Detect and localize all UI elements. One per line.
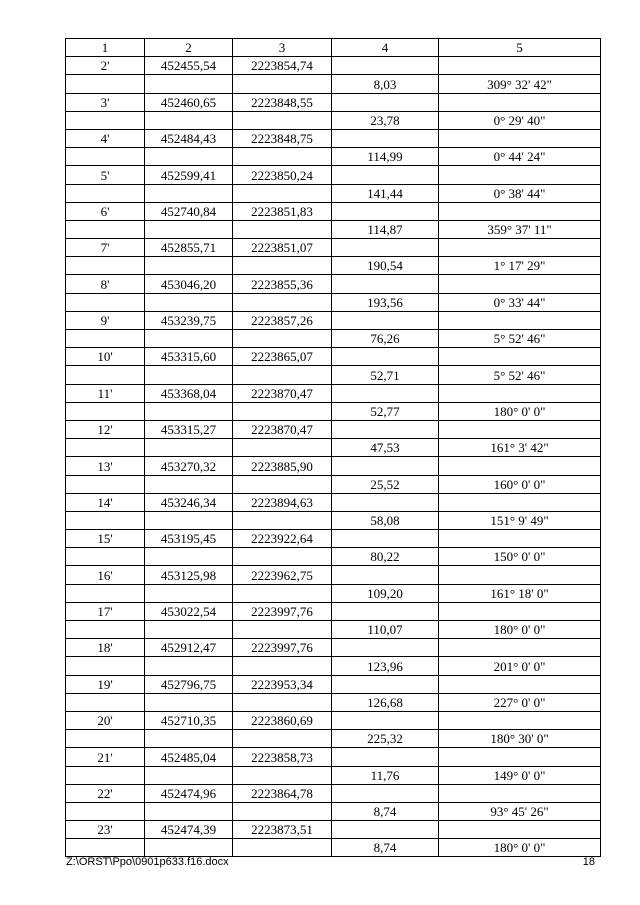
point-cell <box>66 75 145 93</box>
angle-cell: 201° 0' 0" <box>439 657 601 675</box>
length-cell: 47,53 <box>332 439 439 457</box>
angle-cell <box>439 420 601 438</box>
y-coord-cell <box>233 366 332 384</box>
x-coord-cell <box>145 366 233 384</box>
y-coord-cell <box>233 402 332 420</box>
y-coord-cell: 2223997,76 <box>233 639 332 657</box>
point-cell: 14' <box>66 493 145 511</box>
point-cell <box>66 657 145 675</box>
length-cell: 80,22 <box>332 548 439 566</box>
angle-cell: 5° 52' 46" <box>439 366 601 384</box>
length-cell <box>332 384 439 402</box>
table-row <box>66 166 601 184</box>
point-cell <box>66 257 145 275</box>
angle-cell: 180° 0' 0" <box>439 402 601 420</box>
x-coord-cell <box>145 839 233 857</box>
table-row <box>66 493 601 511</box>
point-cell <box>66 220 145 238</box>
angle-cell <box>439 784 601 802</box>
angle-cell <box>439 675 601 693</box>
header-cell-4: 4 <box>332 39 439 57</box>
point-cell: 18' <box>66 639 145 657</box>
y-coord-cell <box>233 766 332 784</box>
table-row <box>66 748 601 766</box>
angle-cell: 0° 38' 44" <box>439 184 601 202</box>
x-coord-cell: 452455,54 <box>145 57 233 75</box>
point-cell <box>66 621 145 639</box>
point-cell <box>66 802 145 820</box>
x-coord-cell <box>145 220 233 238</box>
table-row <box>66 784 601 802</box>
length-cell <box>332 348 439 366</box>
footer-file-path: Z:\ORST\Ppo\0901p633.f16.docx <box>66 856 229 868</box>
table-row <box>66 766 601 784</box>
x-coord-cell <box>145 511 233 529</box>
length-cell <box>332 784 439 802</box>
angle-cell <box>439 639 601 657</box>
point-cell: 9' <box>66 311 145 329</box>
table-row <box>66 129 601 147</box>
x-coord-cell: 453315,27 <box>145 420 233 438</box>
length-cell: 52,77 <box>332 402 439 420</box>
length-cell <box>332 639 439 657</box>
length-cell <box>332 675 439 693</box>
y-coord-cell: 2223873,51 <box>233 821 332 839</box>
y-coord-cell: 2223953,34 <box>233 675 332 693</box>
x-coord-cell <box>145 111 233 129</box>
table-row <box>66 566 601 584</box>
point-cell: 17' <box>66 602 145 620</box>
table-row <box>66 275 601 293</box>
y-coord-cell <box>233 693 332 711</box>
angle-cell: 227° 0' 0" <box>439 693 601 711</box>
table-row <box>66 93 601 111</box>
header-cell-5: 5 <box>439 39 601 57</box>
angle-cell <box>439 57 601 75</box>
table-row <box>66 530 601 548</box>
header-cell-3: 3 <box>233 39 332 57</box>
y-coord-cell <box>233 584 332 602</box>
angle-cell <box>439 202 601 220</box>
length-cell <box>332 457 439 475</box>
point-cell: 15' <box>66 530 145 548</box>
y-coord-cell: 2223870,47 <box>233 384 332 402</box>
point-cell: 23' <box>66 821 145 839</box>
length-cell: 52,71 <box>332 366 439 384</box>
y-coord-cell <box>233 148 332 166</box>
x-coord-cell <box>145 730 233 748</box>
x-coord-cell <box>145 184 233 202</box>
y-coord-cell: 2223857,26 <box>233 311 332 329</box>
point-cell <box>66 475 145 493</box>
length-cell: 8,74 <box>332 802 439 820</box>
angle-cell: 161° 18' 0" <box>439 584 601 602</box>
angle-cell <box>439 711 601 729</box>
y-coord-cell: 2223922,64 <box>233 530 332 548</box>
angle-cell: 180° 30' 0" <box>439 730 601 748</box>
length-cell <box>332 748 439 766</box>
x-coord-cell: 452474,96 <box>145 784 233 802</box>
y-coord-cell: 2223870,47 <box>233 420 332 438</box>
length-cell <box>332 602 439 620</box>
length-cell: 110,07 <box>332 621 439 639</box>
x-coord-cell: 453046,20 <box>145 275 233 293</box>
table-row <box>66 839 601 857</box>
table-body <box>66 39 601 857</box>
angle-cell <box>439 239 601 257</box>
x-coord-cell: 452740,84 <box>145 202 233 220</box>
table-row <box>66 802 601 820</box>
angle-cell: 151° 9' 49" <box>439 511 601 529</box>
angle-cell: 309° 32' 42" <box>439 75 601 93</box>
table-row <box>66 475 601 493</box>
length-cell <box>332 239 439 257</box>
y-coord-cell: 2223860,69 <box>233 711 332 729</box>
y-coord-cell <box>233 439 332 457</box>
y-coord-cell <box>233 839 332 857</box>
point-cell <box>66 839 145 857</box>
length-cell: 114,99 <box>332 148 439 166</box>
y-coord-cell <box>233 621 332 639</box>
point-cell <box>66 548 145 566</box>
y-coord-cell: 2223848,75 <box>233 129 332 147</box>
table-row <box>66 184 601 202</box>
length-cell <box>332 166 439 184</box>
y-coord-cell: 2223850,24 <box>233 166 332 184</box>
length-cell: 126,68 <box>332 693 439 711</box>
point-cell: 8' <box>66 275 145 293</box>
length-cell <box>332 420 439 438</box>
point-cell <box>66 402 145 420</box>
length-cell: 114,87 <box>332 220 439 238</box>
angle-cell: 5° 52' 46" <box>439 330 601 348</box>
point-cell <box>66 584 145 602</box>
table-row <box>66 293 601 311</box>
x-coord-cell: 453270,32 <box>145 457 233 475</box>
table-row <box>66 730 601 748</box>
table-row <box>66 639 601 657</box>
length-cell <box>332 275 439 293</box>
x-coord-cell <box>145 293 233 311</box>
table-row <box>66 75 601 93</box>
y-coord-cell <box>233 548 332 566</box>
x-coord-cell <box>145 475 233 493</box>
x-coord-cell: 452485,04 <box>145 748 233 766</box>
angle-cell <box>439 821 601 839</box>
angle-cell <box>439 384 601 402</box>
x-coord-cell <box>145 802 233 820</box>
length-cell: 11,76 <box>332 766 439 784</box>
table-row <box>66 239 601 257</box>
point-cell: 2' <box>66 57 145 75</box>
angle-cell: 149° 0' 0" <box>439 766 601 784</box>
table-row <box>66 311 601 329</box>
table-row <box>66 384 601 402</box>
angle-cell: 180° 0' 0" <box>439 839 601 857</box>
point-cell: 19' <box>66 675 145 693</box>
point-cell: 12' <box>66 420 145 438</box>
x-coord-cell <box>145 657 233 675</box>
angle-cell <box>439 493 601 511</box>
point-cell <box>66 111 145 129</box>
x-coord-cell: 452484,43 <box>145 129 233 147</box>
y-coord-cell <box>233 730 332 748</box>
x-coord-cell <box>145 257 233 275</box>
length-cell: 8,03 <box>332 75 439 93</box>
y-coord-cell <box>233 657 332 675</box>
angle-cell <box>439 311 601 329</box>
y-coord-cell: 2223851,83 <box>233 202 332 220</box>
length-cell <box>332 311 439 329</box>
length-cell: 225,32 <box>332 730 439 748</box>
y-coord-cell: 2223885,90 <box>233 457 332 475</box>
x-coord-cell <box>145 402 233 420</box>
point-cell <box>66 366 145 384</box>
x-coord-cell: 452796,75 <box>145 675 233 693</box>
point-cell <box>66 293 145 311</box>
length-cell <box>332 821 439 839</box>
table-row <box>66 548 601 566</box>
angle-cell <box>439 566 601 584</box>
angle-cell <box>439 748 601 766</box>
point-cell: 13' <box>66 457 145 475</box>
footer-page-number: 18 <box>582 856 595 868</box>
angle-cell <box>439 275 601 293</box>
table-row <box>66 675 601 693</box>
y-coord-cell: 2223855,36 <box>233 275 332 293</box>
length-cell: 25,52 <box>332 475 439 493</box>
header-cell-1: 1 <box>66 39 145 57</box>
length-cell <box>332 57 439 75</box>
table-row <box>66 348 601 366</box>
y-coord-cell: 2223858,73 <box>233 748 332 766</box>
table-row <box>66 711 601 729</box>
y-coord-cell <box>233 293 332 311</box>
y-coord-cell: 2223894,63 <box>233 493 332 511</box>
point-cell: 7' <box>66 239 145 257</box>
x-coord-cell: 452912,47 <box>145 639 233 657</box>
angle-cell: 0° 44' 24" <box>439 148 601 166</box>
length-cell <box>332 202 439 220</box>
x-coord-cell <box>145 693 233 711</box>
y-coord-cell: 2223962,75 <box>233 566 332 584</box>
table-row <box>66 693 601 711</box>
table-row <box>66 57 601 75</box>
length-cell <box>332 493 439 511</box>
table-row <box>66 602 601 620</box>
angle-cell: 150° 0' 0" <box>439 548 601 566</box>
angle-cell: 359° 37' 11" <box>439 220 601 238</box>
table-row <box>66 511 601 529</box>
x-coord-cell <box>145 548 233 566</box>
table-row <box>66 402 601 420</box>
point-cell: 21' <box>66 748 145 766</box>
point-cell <box>66 766 145 784</box>
table-row <box>66 366 601 384</box>
angle-cell <box>439 457 601 475</box>
point-cell: 22' <box>66 784 145 802</box>
angle-cell <box>439 129 601 147</box>
length-cell: 123,96 <box>332 657 439 675</box>
table-row <box>66 457 601 475</box>
table-row <box>66 439 601 457</box>
length-cell <box>332 566 439 584</box>
angle-cell: 180° 0' 0" <box>439 621 601 639</box>
length-cell <box>332 129 439 147</box>
length-cell: 109,20 <box>332 584 439 602</box>
x-coord-cell <box>145 621 233 639</box>
table-row <box>66 148 601 166</box>
angle-cell <box>439 348 601 366</box>
table-row <box>66 220 601 238</box>
point-cell: 4' <box>66 129 145 147</box>
x-coord-cell <box>145 75 233 93</box>
point-cell <box>66 330 145 348</box>
length-cell: 190,54 <box>332 257 439 275</box>
x-coord-cell: 452599,41 <box>145 166 233 184</box>
x-coord-cell: 453246,34 <box>145 493 233 511</box>
point-cell: 10' <box>66 348 145 366</box>
length-cell: 58,08 <box>332 511 439 529</box>
y-coord-cell <box>233 475 332 493</box>
y-coord-cell <box>233 802 332 820</box>
x-coord-cell: 452474,39 <box>145 821 233 839</box>
length-cell: 8,74 <box>332 839 439 857</box>
angle-cell: 161° 3' 42" <box>439 439 601 457</box>
x-coord-cell: 452855,71 <box>145 239 233 257</box>
y-coord-cell <box>233 220 332 238</box>
x-coord-cell <box>145 766 233 784</box>
y-coord-cell: 2223851,07 <box>233 239 332 257</box>
length-cell: 141,44 <box>332 184 439 202</box>
point-cell: 5' <box>66 166 145 184</box>
table-header-row <box>66 39 601 57</box>
point-cell <box>66 511 145 529</box>
y-coord-cell: 2223997,76 <box>233 602 332 620</box>
x-coord-cell <box>145 148 233 166</box>
point-cell <box>66 439 145 457</box>
x-coord-cell: 452460,65 <box>145 93 233 111</box>
coordinates-table <box>65 38 601 857</box>
length-cell: 193,56 <box>332 293 439 311</box>
y-coord-cell <box>233 184 332 202</box>
point-cell: 3' <box>66 93 145 111</box>
angle-cell: 0° 29' 40" <box>439 111 601 129</box>
length-cell <box>332 530 439 548</box>
x-coord-cell: 453022,54 <box>145 602 233 620</box>
length-cell: 23,78 <box>332 111 439 129</box>
angle-cell: 93° 45' 26" <box>439 802 601 820</box>
point-cell: 6' <box>66 202 145 220</box>
x-coord-cell <box>145 330 233 348</box>
table-row <box>66 621 601 639</box>
table-row <box>66 584 601 602</box>
x-coord-cell: 452710,35 <box>145 711 233 729</box>
angle-cell: 0° 33' 44" <box>439 293 601 311</box>
y-coord-cell: 2223865,07 <box>233 348 332 366</box>
length-cell: 76,26 <box>332 330 439 348</box>
y-coord-cell <box>233 257 332 275</box>
header-cell-2: 2 <box>145 39 233 57</box>
table-row <box>66 202 601 220</box>
angle-cell <box>439 93 601 111</box>
angle-cell <box>439 602 601 620</box>
x-coord-cell <box>145 584 233 602</box>
point-cell: 11' <box>66 384 145 402</box>
point-cell <box>66 693 145 711</box>
x-coord-cell: 453195,45 <box>145 530 233 548</box>
y-coord-cell <box>233 111 332 129</box>
point-cell: 16' <box>66 566 145 584</box>
table-row <box>66 657 601 675</box>
point-cell <box>66 148 145 166</box>
table-row <box>66 257 601 275</box>
y-coord-cell: 2223848,55 <box>233 93 332 111</box>
angle-cell <box>439 530 601 548</box>
length-cell <box>332 711 439 729</box>
point-cell: 20' <box>66 711 145 729</box>
x-coord-cell <box>145 439 233 457</box>
angle-cell <box>439 166 601 184</box>
table-row <box>66 330 601 348</box>
y-coord-cell <box>233 330 332 348</box>
table-row <box>66 111 601 129</box>
angle-cell: 160° 0' 0" <box>439 475 601 493</box>
x-coord-cell: 453239,75 <box>145 311 233 329</box>
x-coord-cell: 453125,98 <box>145 566 233 584</box>
y-coord-cell: 2223864,78 <box>233 784 332 802</box>
y-coord-cell <box>233 511 332 529</box>
y-coord-cell: 2223854,74 <box>233 57 332 75</box>
x-coord-cell: 453368,04 <box>145 384 233 402</box>
length-cell <box>332 93 439 111</box>
table-row <box>66 821 601 839</box>
x-coord-cell: 453315,60 <box>145 348 233 366</box>
point-cell <box>66 184 145 202</box>
point-cell <box>66 730 145 748</box>
angle-cell: 1° 17' 29" <box>439 257 601 275</box>
y-coord-cell <box>233 75 332 93</box>
table-row <box>66 420 601 438</box>
